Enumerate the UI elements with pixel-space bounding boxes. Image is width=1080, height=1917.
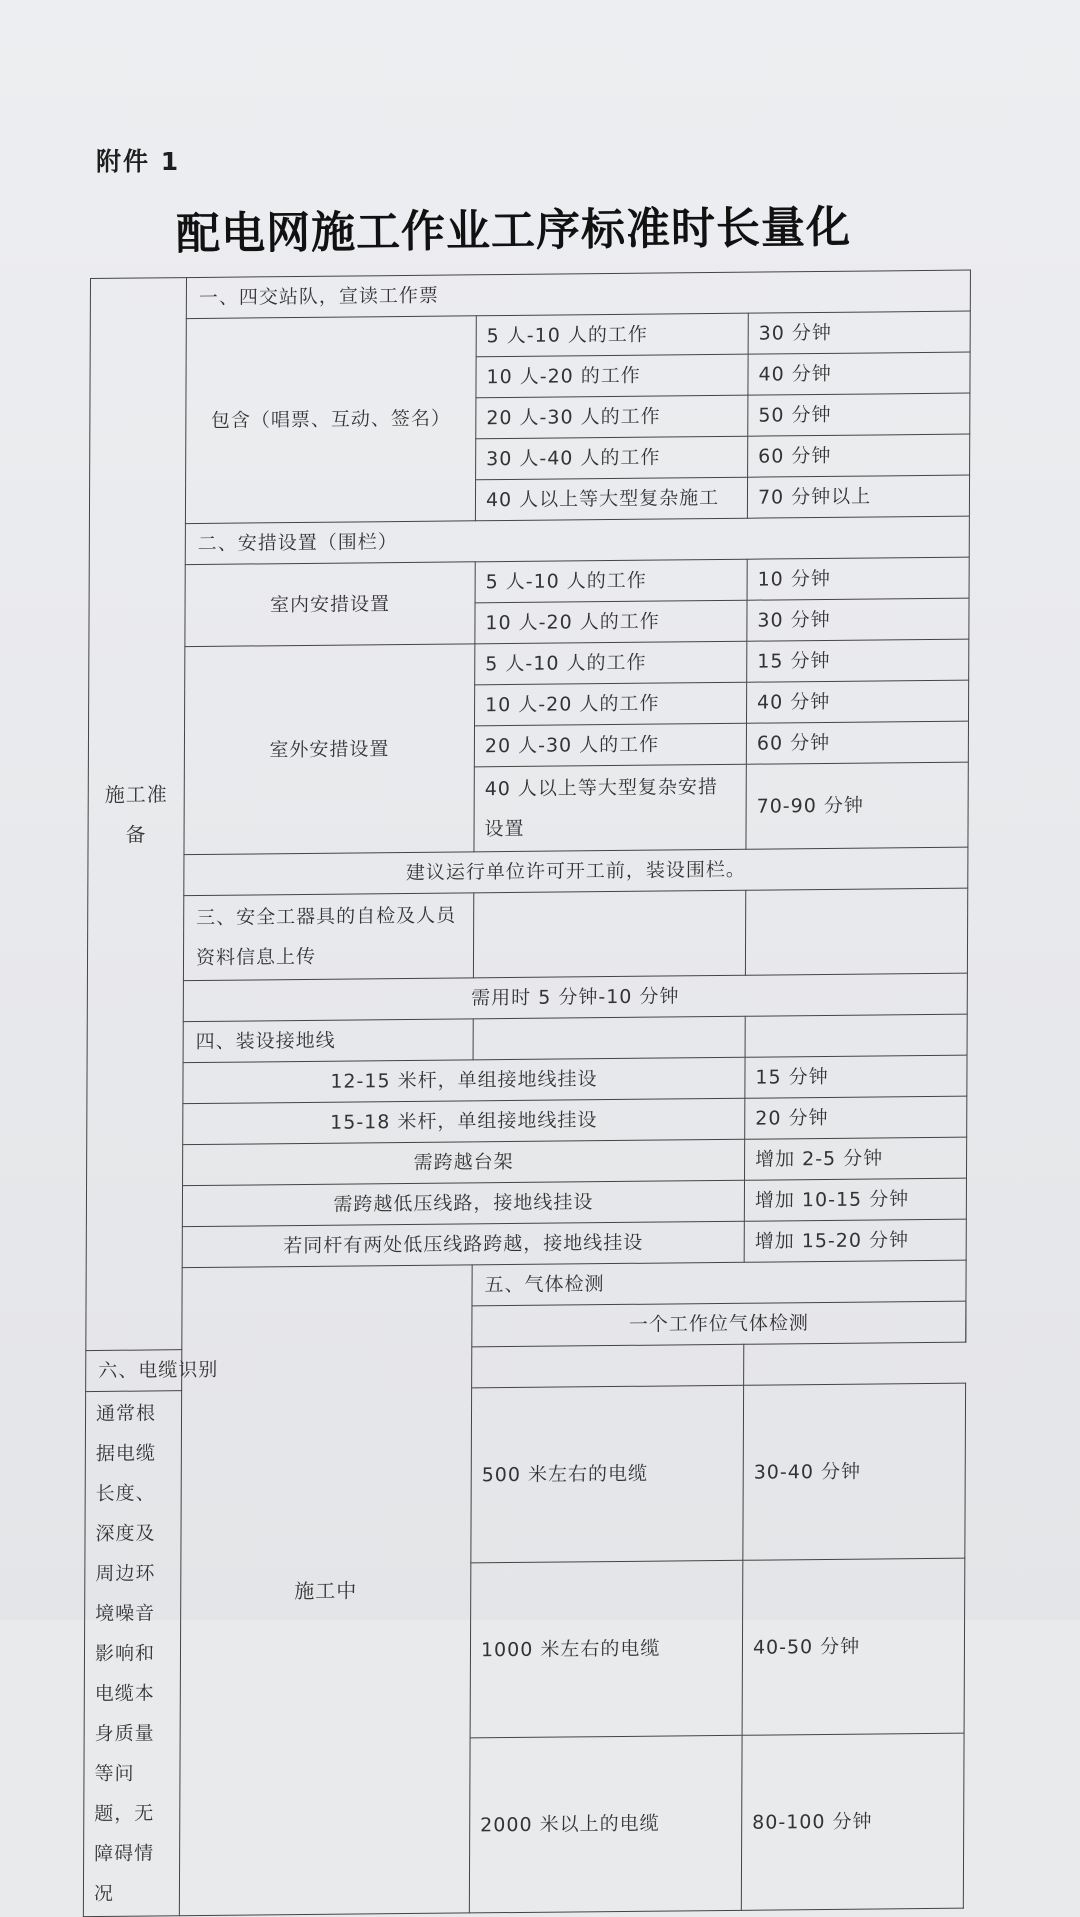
- section-heading: 五、气体检测: [472, 1260, 966, 1306]
- group-label: 包含（唱票、互动、签名）: [185, 316, 476, 524]
- empty-cell: [745, 888, 967, 975]
- condition-cell: 需跨越低压线路，接地线挂设: [182, 1180, 744, 1226]
- table-row: [87, 888, 967, 981]
- time-cell: 15 分钟: [747, 639, 969, 682]
- time-cell: 增加 10-15 分钟: [744, 1178, 966, 1221]
- time-cell: 70-90 分钟: [746, 762, 968, 849]
- time-cell: 30 分钟: [748, 311, 970, 354]
- condition-cell: 10 人-20 的工作: [476, 354, 748, 398]
- section-heading: 二、安措设置（围栏）: [185, 516, 969, 565]
- condition-cell: 5 人-10 人的工作: [475, 559, 747, 603]
- condition-cell: 20 人-30 人的工作: [474, 723, 746, 767]
- condition-cell: 500 米左右的电缆: [471, 1385, 744, 1563]
- condition-cell: 30 人-40 人的工作: [476, 436, 748, 480]
- time-cell: 40-50 分钟: [742, 1558, 965, 1735]
- empty-cell: [473, 890, 745, 978]
- condition-cell: 5 人-10 人的工作: [475, 641, 747, 685]
- empty-cell: [473, 1016, 745, 1060]
- condition-cell: 10 人-20 人的工作: [475, 600, 747, 644]
- note-cell: 建议运行单位许可开工前，装设围栏。: [184, 847, 968, 896]
- time-cell: 15 分钟: [745, 1055, 967, 1098]
- group-label: 室内安措设置: [185, 562, 475, 647]
- duration-table: [83, 270, 971, 1917]
- section-heading: 四、装设接地线: [183, 1019, 473, 1063]
- time-cell: 20 分钟: [745, 1096, 967, 1139]
- annex-label: 附件 1: [96, 142, 180, 178]
- condition-cell: 2000 米以上的电缆: [469, 1735, 742, 1913]
- time-cell: 40 分钟: [746, 680, 968, 723]
- condition-cell: 若同杆有两处低压线路跨越，接地线挂设: [182, 1221, 744, 1267]
- condition-cell: 15-18 米杆，单组接地线挂设: [183, 1098, 745, 1144]
- time-cell: 50 分钟: [748, 393, 970, 436]
- condition-cell: 40 人以上等大型复杂施工: [475, 477, 747, 521]
- time-cell: 60 分钟: [748, 434, 970, 477]
- condition-cell: 需跨越台架: [183, 1139, 745, 1185]
- group-label: 通常根据电缆长度、深度及周边环境噪音影响和电缆本身质量等问题，无障碍情况: [83, 1391, 181, 1917]
- condition-cell: 5 人-10 人的工作: [476, 313, 748, 357]
- time-cell: 增加 2-5 分钟: [745, 1137, 967, 1180]
- time-cell: 10 分钟: [747, 557, 969, 600]
- note-cell: 需用时 5 分钟-10 分钟: [183, 973, 967, 1022]
- time-cell: 增加 15-20 分钟: [744, 1219, 966, 1262]
- section-heading: 三、安全工器具的自检及人员资料信息上传: [183, 893, 473, 981]
- condition-cell: 10 人-20 人的工作: [475, 682, 747, 726]
- phase-during: 施工中: [179, 1265, 472, 1916]
- time-cell: 30-40 分钟: [743, 1383, 966, 1560]
- phase-prep: 施工准备: [86, 278, 187, 1351]
- time-cell: 70 分钟以上: [747, 475, 969, 518]
- time-cell: 30 分钟: [747, 598, 969, 641]
- condition-cell: 20 人-30 人的工作: [476, 395, 748, 439]
- time-cell: 40 分钟: [748, 352, 970, 395]
- condition-cell: 40 人以上等大型复杂安措设置: [474, 764, 746, 852]
- time-cell: 60 分钟: [746, 721, 968, 764]
- group-label: 室外安措设置: [184, 644, 475, 855]
- document-title: 配电网施工作业工序标准时长量化: [176, 191, 852, 262]
- condition-cell: 12-15 米杆，单组接地线挂设: [183, 1057, 745, 1103]
- condition-cell: 1000 米左右的电缆: [470, 1560, 743, 1738]
- empty-cell: [745, 1014, 967, 1057]
- time-cell: 80-100 分钟: [741, 1733, 964, 1910]
- section-heading: 六、电缆识别: [86, 1344, 744, 1391]
- section-heading: 一、四交站队，宣读工作票: [186, 270, 970, 319]
- condition-cell: 一个工作位气体检测: [472, 1301, 966, 1347]
